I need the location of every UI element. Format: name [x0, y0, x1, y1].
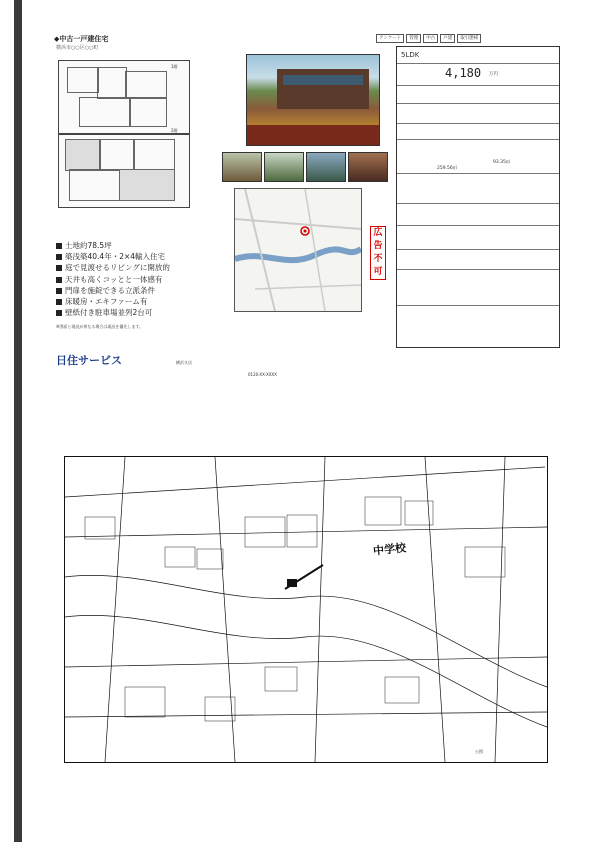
feature-item: 土地約78.5坪 [56, 240, 170, 251]
company-branch: 横浜支店 [176, 360, 192, 365]
photo-thumb [348, 152, 388, 182]
flyer-title: ◆中古一戸建住宅 [54, 35, 109, 43]
property-flyer [48, 30, 558, 415]
map-note: 公図 [475, 749, 483, 754]
flyer-subtitle: 横浜市○○区○○町 [56, 45, 99, 51]
feature-item: 天井も高くコッとと一体感有 [56, 274, 170, 285]
location-map [234, 188, 362, 312]
price-unit: 万円 [489, 72, 498, 77]
price-value: 4,180 [445, 66, 482, 80]
floor-label: 1階 [171, 64, 178, 69]
ad-prohibited-badge: 広 告 不 可 [370, 226, 386, 280]
property-info-table [396, 46, 560, 348]
scan-binding-edge [14, 0, 22, 842]
tag: 管理 [406, 34, 421, 43]
tag: 取引態様 [457, 34, 481, 43]
photo-thumb [306, 152, 346, 182]
land-area: 259.56㎡ [437, 166, 458, 171]
tag: 中古 [423, 34, 438, 43]
photo-thumb [264, 152, 304, 182]
floorplan-2f [58, 128, 190, 208]
tag: 戸建 [440, 34, 455, 43]
tag: アンケート [376, 34, 404, 43]
feature-item: 壁紙付き駐車場並列2台可 [56, 307, 170, 318]
feature-item: 庭で見渡せるリビングに開放的 [56, 262, 170, 273]
feature-list [56, 240, 170, 318]
feature-item: 床暖房・エキファーム有 [56, 296, 170, 307]
map-school-label: 中学校 [372, 541, 407, 558]
house-photo [246, 54, 380, 146]
feature-item: 築浅築40.4年・2×4輸入住宅 [56, 251, 170, 262]
floorplan-1f [58, 60, 190, 134]
tag-row [376, 34, 556, 43]
footer-note: ※図面と現況が異なる場合は現況を優先します。 [56, 324, 144, 329]
cadastral-map [64, 456, 548, 763]
feature-item: 門扉を施錠できる立派条件 [56, 285, 170, 296]
photo-thumb [222, 152, 262, 182]
layout-value: 5LDK [401, 51, 420, 59]
building-area: 93.35㎡ [493, 160, 511, 165]
company-tel: 0120-XX-XXXX [248, 372, 277, 377]
company-logo: 日住サービス [56, 354, 122, 367]
floor-label: 2階 [171, 128, 178, 133]
